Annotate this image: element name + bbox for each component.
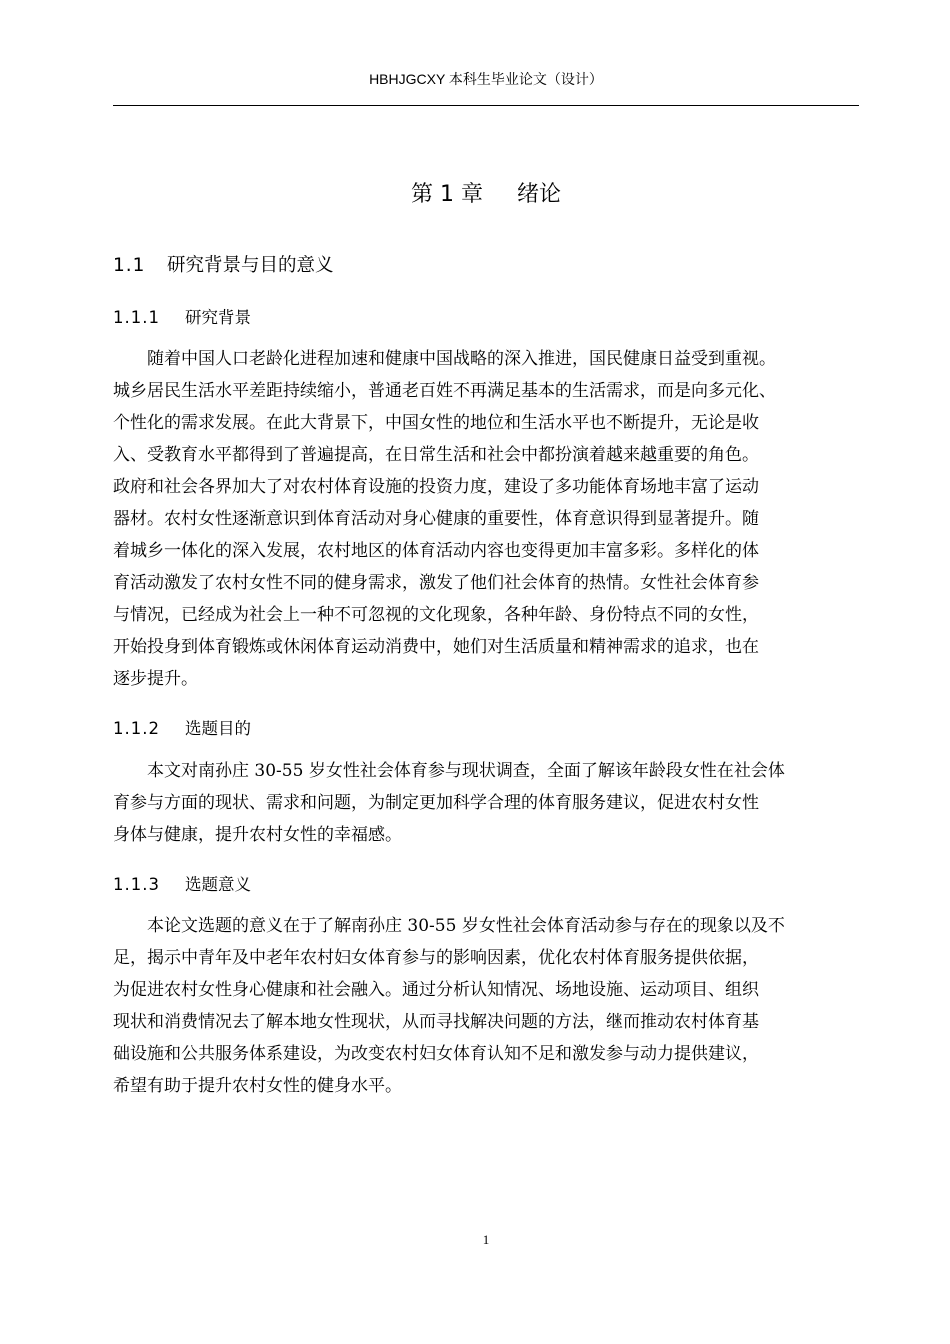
page-header: HBHJGCXY 本科生毕业论文（设计） (369, 71, 603, 87)
section-title: 研究背景与目的意义 (167, 255, 334, 276)
paragraph-line: 城乡居民生活水平差距持续缩小，普通老百姓不再满足基本的生活需求，而是向多元化、 (113, 381, 776, 401)
paragraph-line: 开始投身到体育锻炼或休闲体育运动消费中，她们对生活质量和精神需求的追求，也在 (113, 637, 759, 657)
paragraph-line: 随着中国人口老龄化进程加速和健康中国战略的深入推进，国民健康日益受到重视。 (147, 349, 776, 369)
paragraph-line: 着城乡一体化的深入发展，农村地区的体育活动内容也变得更加丰富多彩。多样化的体 (113, 541, 759, 561)
header-divider (113, 105, 859, 106)
subsection-number: 1.1.3 (113, 875, 160, 894)
paragraph-line: 为促进农村女性身心健康和社会融入。通过分析认知情况、场地设施、运动项目、组织 (113, 980, 759, 1000)
paragraph-line: 本论文选题的意义在于了解南孙庄 30-55 岁女性社会体育活动参与存在的现象以及不 (147, 916, 785, 936)
paragraph-line: 个性化的需求发展。在此大背景下，中国女性的地位和生活水平也不断提升，无论是收 (113, 413, 759, 433)
subsection-title: 选题意义 (185, 875, 251, 894)
chapter-name: 绪论 (516, 182, 561, 207)
paragraph-line: 足，揭示中青年及中老年农村妇女体育参与的影响因素，优化农村体育服务提供依据， (113, 948, 759, 968)
paragraph-research-significance (113, 910, 859, 1102)
paragraph-line: 希望有助于提升农村女性的健身水平。 (113, 1076, 402, 1096)
paragraph-line: 器材。农村女性逐渐意识到体育活动对身心健康的重要性，体育意识得到显著提升。随 (113, 509, 759, 529)
paragraph-line: 身体与健康，提升农村女性的幸福感。 (113, 825, 402, 845)
subsection-number: 1.1.2 (113, 719, 160, 738)
paragraph-line: 育参与方面的现状、需求和问题，为制定更加科学合理的体育服务建议，促进农村女性 (113, 793, 759, 813)
subsection-heading-1-1-3 (113, 873, 251, 897)
paragraph-line: 逐步提升。 (113, 669, 198, 689)
paragraph-line: 育活动激发了农村女性不同的健身需求，激发了他们社会体育的热情。女性社会体育参 (113, 573, 759, 593)
subsection-heading-1-1-1 (113, 306, 251, 330)
paragraph-line: 本文对南孙庄 30-55 岁女性社会体育参与现状调查，全面了解该年龄段女性在社会体 (147, 761, 785, 781)
chapter-number: 第 1 章 (411, 182, 483, 207)
paragraph-line: 现状和消费情况去了解本地女性现状，从而寻找解决问题的方法，继而推动农村体育基 (113, 1012, 759, 1032)
paragraph-research-background (113, 343, 859, 695)
subsection-number: 1.1.1 (113, 308, 160, 327)
paragraph-line: 与情况，已经成为社会上一种不可忽视的文化现象，各种年龄、身份特点不同的女性， (113, 605, 759, 625)
chapter-title (113, 180, 859, 210)
paragraph-line: 入、受教育水平都得到了普遍提高，在日常生活和社会中都扮演着越来越重要的角色。 (113, 445, 759, 465)
section-number: 1.1 (113, 255, 146, 276)
paragraph-research-purpose (113, 755, 859, 851)
paragraph-line: 础设施和公共服务体系建设，为改变农村妇女体育认知不足和激发参与动力提供建议， (113, 1044, 759, 1064)
subsection-heading-1-1-2 (113, 717, 251, 741)
section-heading-1-1 (113, 253, 334, 279)
paragraph-line: 政府和社会各界加大了对农村体育设施的投资力度，建设了多功能体育场地丰富了运动 (113, 477, 759, 497)
subsection-title: 研究背景 (185, 308, 251, 327)
page-number: 1 (482, 1232, 490, 1247)
subsection-title: 选题目的 (185, 719, 251, 738)
